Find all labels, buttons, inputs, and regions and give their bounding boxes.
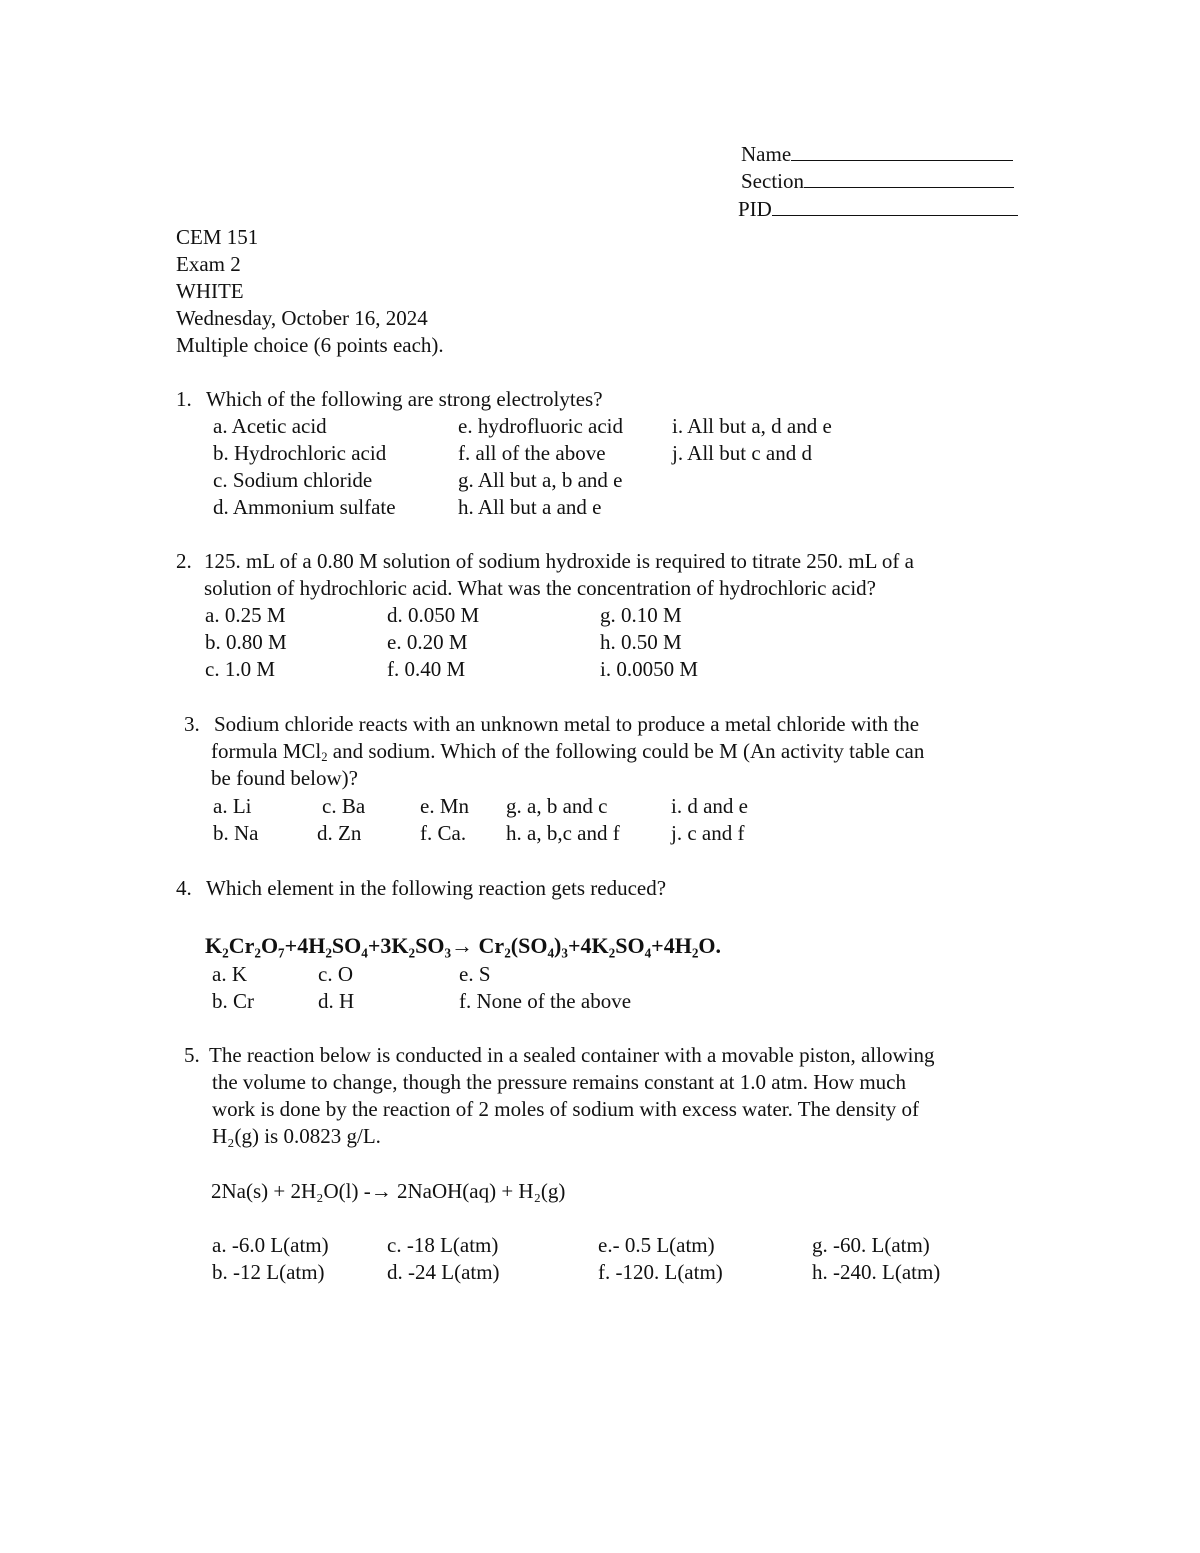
section-label: Section: [741, 169, 804, 193]
option-e[interactable]: e. S: [459, 962, 491, 986]
option-h[interactable]: h. -240. L(atm): [812, 1260, 941, 1284]
option-d[interactable]: d. -24 L(atm): [387, 1260, 500, 1284]
section-field[interactable]: [741, 168, 1014, 195]
option-f[interactable]: f. -120. L(atm): [598, 1260, 723, 1284]
question-number: 5.: [184, 1043, 200, 1067]
option-i[interactable]: i. All but a, d and e: [672, 414, 832, 438]
pid-label: PID: [738, 197, 772, 221]
question-text: Which of the following are strong electrolytes?: [206, 387, 603, 411]
question-text-line: [211, 738, 924, 765]
option-j[interactable]: j. All but c and d: [672, 441, 812, 465]
question-number: 1.: [176, 387, 192, 411]
question-text-line: be found below)?: [211, 766, 358, 790]
question-text: Which element in the following reaction gets reduced?: [206, 876, 667, 900]
question-number: 4.: [176, 876, 192, 900]
option-b[interactable]: b. Hydrochloric acid: [213, 441, 387, 465]
option-f[interactable]: f. Ca.: [420, 821, 467, 845]
option-b[interactable]: b. Cr: [212, 989, 254, 1013]
exam-title: Exam 2: [176, 252, 241, 276]
question-number: 3.: [184, 712, 200, 736]
option-d[interactable]: d. H: [318, 989, 355, 1013]
option-g[interactable]: g. All but a, b and e: [458, 468, 623, 492]
question-text-line: the volume to change, though the pressure remains constant at 1.0 atm. How much: [212, 1070, 906, 1094]
option-g[interactable]: g. -60. L(atm): [812, 1233, 930, 1257]
option-f[interactable]: f. 0.40 M: [387, 657, 466, 681]
pid-blank[interactable]: [772, 197, 1018, 216]
option-d[interactable]: d. Zn: [317, 821, 362, 845]
option-e[interactable]: e. hydrofluoric acid: [458, 414, 624, 438]
option-h[interactable]: h. 0.50 M: [600, 630, 682, 654]
option-d[interactable]: d. 0.050 M: [387, 603, 480, 627]
option-b[interactable]: b. 0.80 M: [205, 630, 287, 654]
question-text-line: 125. mL of a 0.80 M solution of sodium hydroxide is required to titrate 250. mL of a: [204, 549, 915, 573]
chemical-equation: K₂Cr₂O₇+4H₂SO₄+3K₂SO₃→ Cr₂(SO₄)₃+4K₂SO₄+4H₂O.: [205, 933, 722, 958]
option-b[interactable]: b. -12 L(atm): [212, 1260, 325, 1284]
name-field[interactable]: [741, 141, 1013, 168]
option-c[interactable]: c. Sodium chloride: [213, 468, 373, 492]
option-a[interactable]: a. -6.0 L(atm): [212, 1233, 329, 1257]
option-c[interactable]: c. 1.0 M: [205, 657, 275, 681]
option-c[interactable]: c. O: [318, 962, 353, 986]
option-a[interactable]: a. 0.25 M: [205, 603, 286, 627]
option-i[interactable]: i. d and e: [671, 794, 748, 818]
subscript: 2: [321, 750, 328, 765]
option-a[interactable]: a. K: [212, 962, 247, 986]
option-e[interactable]: e.- 0.5 L(atm): [598, 1233, 715, 1257]
question-text-line: H₂(g) is 0.0823 g/L.: [212, 1124, 381, 1148]
exam-date: Wednesday, October 16, 2024: [176, 306, 428, 330]
text-fragment: formula MCl: [211, 739, 322, 763]
option-j[interactable]: j. c and f: [671, 821, 745, 845]
option-e[interactable]: e. 0.20 M: [387, 630, 468, 654]
option-h[interactable]: h. All but a and e: [458, 495, 602, 519]
pid-field[interactable]: [738, 196, 1018, 223]
instructions: Multiple choice (6 points each).: [176, 333, 444, 357]
question-text-line: Sodium chloride reacts with an unknown metal to produce a metal chloride with the: [214, 712, 920, 736]
option-c[interactable]: c. -18 L(atm): [387, 1233, 499, 1257]
option-d[interactable]: d. Ammonium sulfate: [213, 495, 396, 519]
option-c[interactable]: c. Ba: [322, 794, 366, 818]
option-b[interactable]: b. Na: [213, 821, 259, 845]
name-blank[interactable]: [791, 142, 1013, 161]
section-blank[interactable]: [804, 169, 1014, 188]
option-i[interactable]: i. 0.0050 M: [600, 657, 699, 681]
question-number: 2.: [176, 549, 192, 573]
option-g[interactable]: g. a, b and c: [506, 794, 608, 818]
question-text-line: solution of hydrochloric acid. What was the concentration of hydrochloric acid?: [204, 576, 876, 600]
option-a[interactable]: a. Acetic acid: [213, 414, 327, 438]
option-h[interactable]: h. a, b,c and f: [506, 821, 620, 845]
option-a[interactable]: a. Li: [213, 794, 252, 818]
question-text-line: work is done by the reaction of 2 moles of sodium with excess water. The density of: [212, 1097, 920, 1121]
course-code: CEM 151: [176, 225, 259, 249]
option-f[interactable]: f. all of the above: [458, 441, 606, 465]
name-label: Name: [741, 142, 792, 166]
option-e[interactable]: e. Mn: [420, 794, 469, 818]
question-text-line: The reaction below is conducted in a sealed container with a movable piston, allowing: [209, 1043, 935, 1067]
text-fragment: and sodium. Which of the following could be M (An activity table can: [327, 739, 925, 763]
exam-version: WHITE: [176, 279, 244, 303]
chemical-equation: 2Na(s) + 2H₂O(l) -→ 2NaOH(aq) + H₂(g): [211, 1179, 566, 1203]
option-g[interactable]: g. 0.10 M: [600, 603, 682, 627]
option-f[interactable]: f. None of the above: [459, 989, 632, 1013]
